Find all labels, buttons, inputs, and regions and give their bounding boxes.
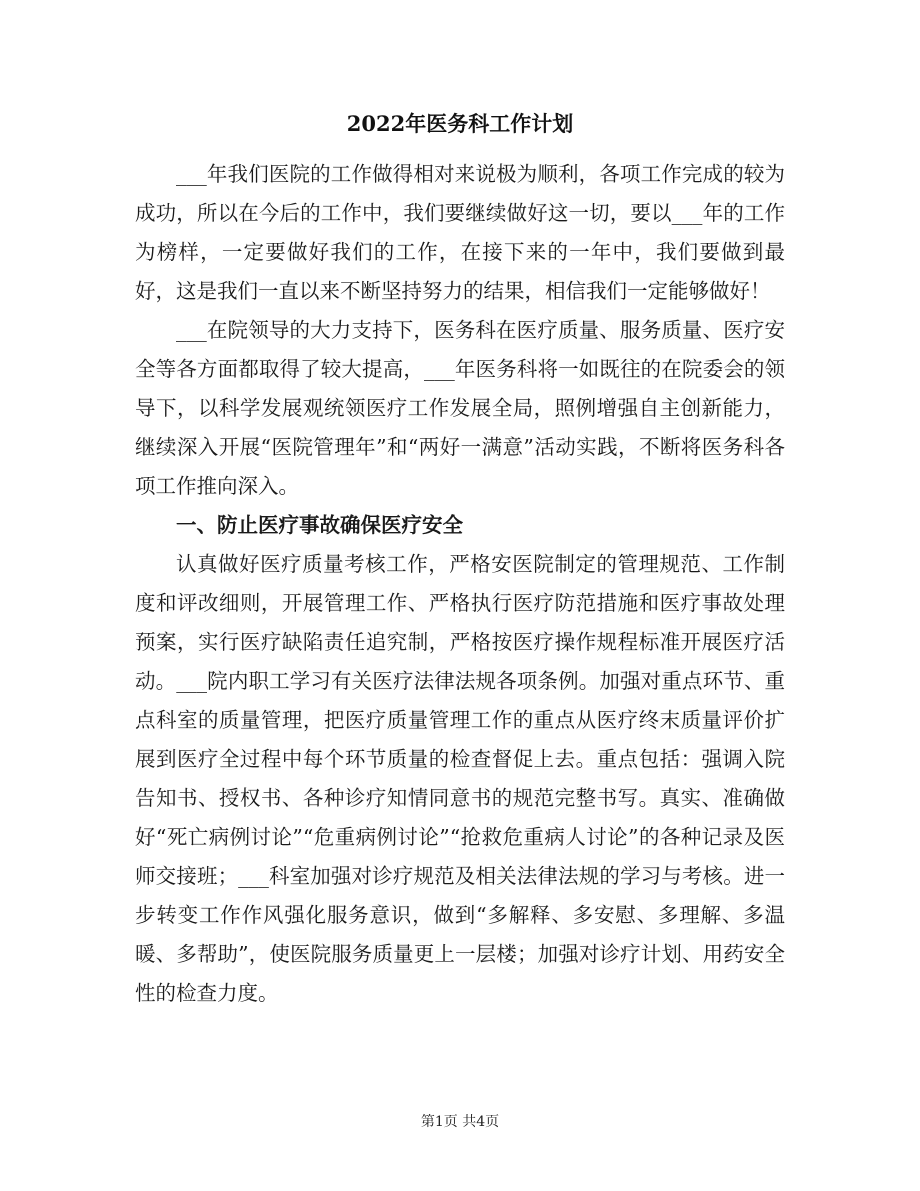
section-paragraph: 认真做好医疗质量考核工作，严格安医院制定的管理规范、工作制度和评改细则，开展管理工作、严格执行医疗防范措施和医疗事故处理预案，实行医疗缺陷责任追究制，严格按医疗操作规程标准开展医疗活动。___院内职工学习有关医疗法律法规各项条例。加强对重点环节、重点科室的质量管理，把医疗质量管理工作的重点从医疗终末质量评价扩展到医疗全过程中每个环节质量的检查督促上去。重点包括：强调入院告知书、授权书、各种诊疗知情同意书的规范完整书写。真实、准确做好“死亡病例讨论”“危重病例讨论”“抢救危重病人讨论”的各种记录及医师交接班；___科室加强对诊疗规范及相关法律法规的学习与考核。进一步转变工作作风强化服务意识，做到“多解释、多安慰、多理解、多温暖、多帮助”，使医院服务质量更上一层楼；加强对诊疗计划、用药安全性的检查力度。: [135, 552, 785, 1005]
document-body: [135, 155, 785, 1013]
document-title: 2022年医务科工作计划: [346, 111, 574, 136]
paragraph-1: ___年我们医院的工作做得相对来说极为顺利，各项工作完成的较为成功，所以在今后的工作中，我们要继续做好这一切，要以___年的工作为榜样，一定要做好我们的工作，在接下来的一年中，我们要做到最好，这是我们一直以来不断坚持努力的结果，相信我们一定能够做好！: [135, 162, 785, 303]
page-number: 第1页 共4页: [420, 1114, 500, 1130]
section-heading: 一、防止医疗事故确保医疗安全: [176, 513, 463, 537]
paragraph-2: ___在院领导的大力支持下，医务科在医疗质量、服务质量、医疗安全等各方面都取得了较大提高，___年医务科将一如既往的在院委会的领导下，以科学发展观统领医疗工作发展全局，照例增强自主创新能力，继续深入开展“医院管理年”和“两好一满意”活动实践，不断将医务科各项工作推向深入。: [135, 318, 785, 498]
